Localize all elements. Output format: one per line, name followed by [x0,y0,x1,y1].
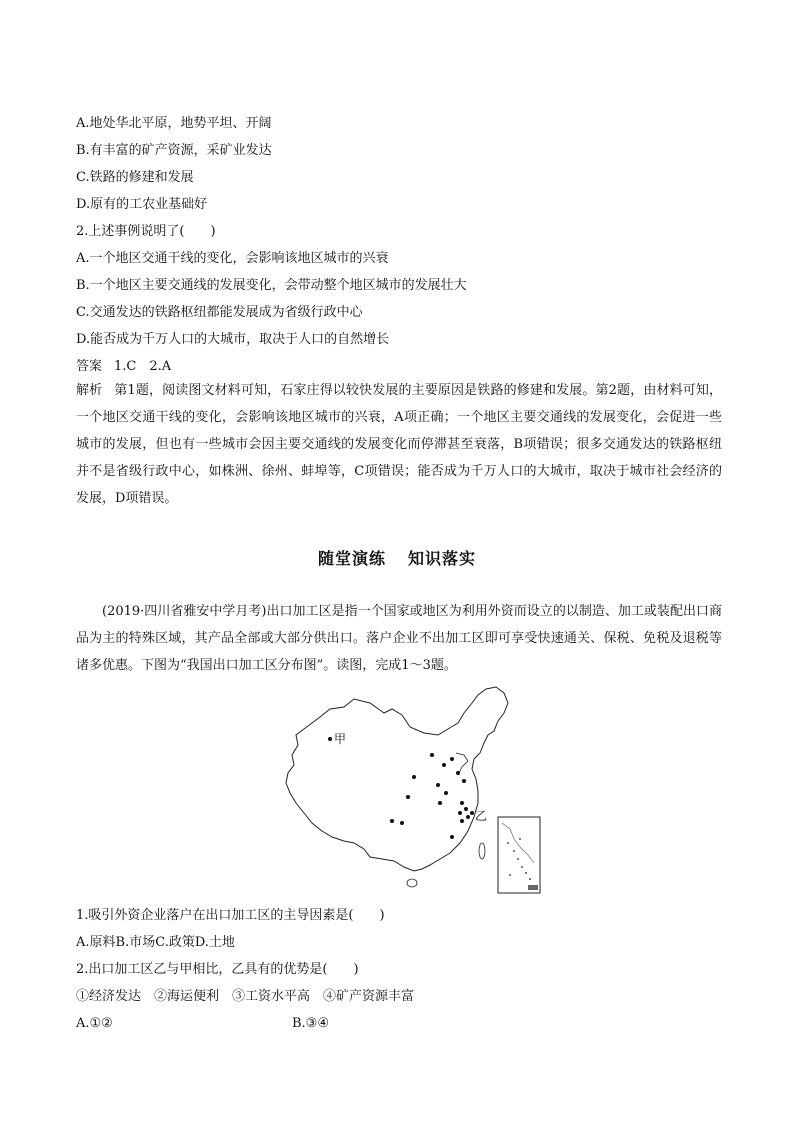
q1-option-b: B.有丰富的矿产资源，采矿业发达 [76,143,272,158]
zone-point [456,771,460,775]
china-outline [286,687,508,871]
q2-option-d: D.能否成为千万人口的大城市，取决于人口的自然增长 [76,332,390,347]
zone-point [466,815,470,819]
q2-option-c: C.交通发达的铁路枢纽都能发展成为省级行政中心 [76,305,363,320]
zone-point [406,795,410,799]
new-q1-stem: 1.吸引外资企业落户在出口加工区的主导因素是( ) [76,908,385,923]
q2-stem: 2.上述事例说明了( ) [76,224,216,239]
zone-point [458,811,462,815]
export-zone-points [328,737,474,839]
new-q1-options: A.原料B.市场C.政策D.土地 [76,935,235,950]
new-q2-option-a: A.①② [76,1016,113,1031]
zone-point [400,821,404,825]
section-title [0,546,794,569]
new-q2-choices: ①经济发达 ②海运便利 ③工资水平高 ④矿产资源丰富 [76,989,415,1004]
zone-point [436,783,440,787]
zone-point [438,801,442,805]
new-q2-option-b: B.③④ [292,1016,329,1031]
answer-text: 1.C 2.A [114,359,172,374]
zone-point [444,791,448,795]
q2-option-b: B.一个地区主要交通线的发展变化，会带动整个地区城市的发展壮大 [76,278,467,293]
zone-point [464,807,468,811]
zone-point [462,779,466,783]
q1-option-d: D.原有的工农业基础好 [76,197,208,212]
zone-point [430,753,434,757]
intro-paragraph: (2019·四川省雅安中学月考)出口加工区是指一个国家或地区为利用外资而设立的以制造、加工或装配出口商品为主的特殊区域，其产品全部或大部分供出口。落户企业不出加工区即可享受快速通关、保税、免税及退税等诸多优惠。下图为“我国出口加工区分布图”。读图，完成1～3题。 [76,604,722,673]
section-title-right: 知识落实 [408,549,477,568]
zone-point-jia [328,737,332,741]
hainan-island [407,879,417,887]
answer-line [76,358,171,376]
zone-point [442,763,446,767]
q1-option-a: A.地处华北平原，地势平坦、开阔 [76,116,272,131]
map-label-yi: 乙 [475,809,488,823]
answer-label: 答案 [76,359,103,374]
q2-option-a: A.一个地区交通干线的变化，会影响该地区城市的兴衰 [76,251,389,266]
taiwan-island [479,843,485,859]
zone-point [450,757,454,761]
zone-point [460,819,464,823]
zone-point [460,801,464,805]
analysis-paragraph [76,377,722,512]
q1-option-c: C.铁路的修建和发展 [76,170,194,185]
zone-point [412,775,416,779]
zone-point [450,835,454,839]
map-label-jia: 甲 [334,732,347,746]
south-sea-inset [498,817,540,893]
new-q2-stem: 2.出口加工区乙与甲相比，乙具有的优势是( ) [76,962,359,977]
section-title-left: 随堂演练 [317,549,386,568]
china-export-zone-map [282,683,554,897]
analysis-label: 解析 [76,383,103,398]
analysis-text: 第1题，阅读图文材料可知，石家庄得以较快发展的主要原因是铁路的修建和发展。第2题，由材料可知，一个地区交通干线的变化，会影响该地区城市的兴衰，A项正确；一个地区主要交通线的发展变化，会促进一些城市的发展，但也有一些城市会因主要交通线的发展变化而停滞甚至衰落，B项错误；很多交通发达的铁路枢纽并不是省级行政中心，如株洲、徐州、蚌埠等，C项错误；能否成为千万人口的大城市，取决于城市社会经济的发展，D项错误。 [76,383,722,506]
zone-point [390,819,394,823]
zone-point-yi [470,811,474,815]
new-q2-options-row [76,1015,716,1033]
